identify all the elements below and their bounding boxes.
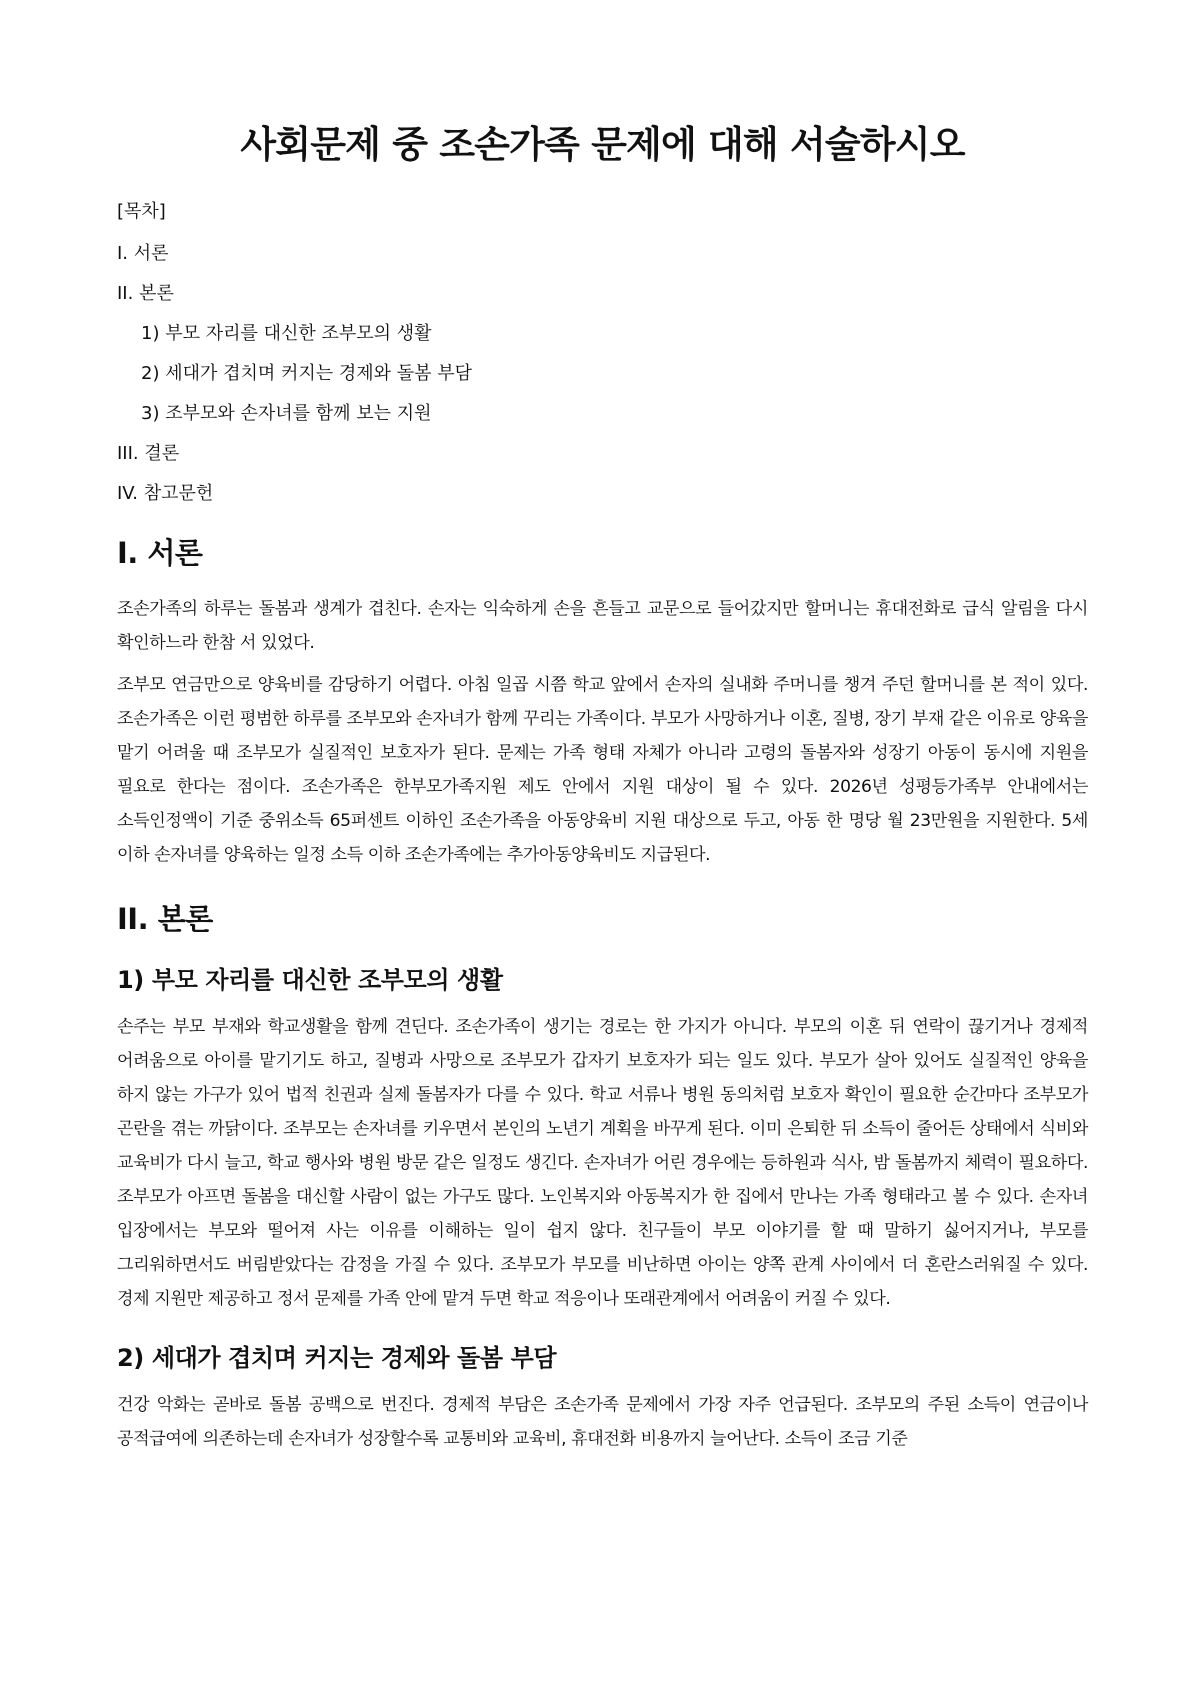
- subsection-title-1: 1) 부모 자리를 대신한 조부모의 생활: [117, 966, 503, 994]
- introduction-section: [117, 534, 1088, 872]
- toc-heading: [목차]: [117, 201, 166, 222]
- toc-item-body-sub2: 2) 세대가 겹치며 커지는 경제와 돌봄 부담: [141, 363, 473, 384]
- toc-item-conclusion: III. 결론: [117, 443, 180, 464]
- toc-item-references: IV. 참고문헌: [117, 483, 214, 504]
- sub2-paragraph-1: 건강 악화는 곧바로 돌봄 공백으로 번진다. 경제적 부담은 조손가족 문제에서 가장 자주 언급된다. 조부모의 주된 소득이 연금이나 공적급여에 의존하는데 손자녀가 성장할수록 교통비와 교육비, 휴대전화 비용까지 늘어난다. 소득이 조금 기준: [117, 1395, 1088, 1449]
- toc-item-introduction: I. 서론: [117, 243, 169, 264]
- subsection-title-2: 2) 세대가 겹치며 커지는 경제와 돌봄 부담: [117, 1344, 557, 1372]
- toc-item-body-sub1: 1) 부모 자리를 대신한 조부모의 생활: [141, 323, 432, 344]
- section-title-introduction: I. 서론: [117, 536, 203, 570]
- document-title: 사회문제 중 조손가족 문제에 대해 서술하시오: [240, 123, 965, 166]
- sub1-paragraph-1: 손주는 부모 부재와 학교생활을 함께 견딘다. 조손가족이 생기는 경로는 한 가지가 아니다. 부모의 이혼 뒤 연락이 끊기거나 경제적 어려움으로 아이를 맡기기도 하고, 질병과 사망으로 조부모가 갑자기 보호자가 되는 일도 있다. 부모가 살아 있어도 실질적인 양육을 하지 않는 가구가 있어 법적 친권과 실제 돌봄자가 다를 수 있다. 학교 서류나 병원 동의처럼 보호자 확인이 필요한 순간마다 조부모가 곤란을 겪는 까닭이다. 조부모는 손자녀를 키우면서 본인의 노년기 계획을 바꾸게 된다. 이미 은퇴한 뒤 소득이 줄어든 상태에서 식비와 교육비가 다시 늘고, 학교 행사와 병원 방문 같은 일정도 생긴다. 손자녀가 어린 경우에는 등하원과 식사, 밤 돌봄까지 체력이 필요하다. 조부모가 아프면 돌봄을 대신할 사람이 없는 가구도 많다. 노인복지와 아동복지가 한 집에서 만나는 가족 형태라고 볼 수 있다. 손자녀 입장에서는 부모와 떨어져 사는 이유를 이해하는 일이 쉽지 않다. 친구들이 부모 이야기를 할 때 말하기 싫어지거나, 부모를 그리워하면서도 버림받았다는 감정을 가질 수 있다. 조부모가 부모를 비난하면 아이는 양쪽 관계 사이에서 더 혼란스러워질 수 있다. 경제 지원만 제공하고 정서 문제를 가족 안에 맡겨 두면 학교 적응이나 또래관계에서 어려움이 커질 수 있다.: [117, 1017, 1088, 1309]
- intro-paragraph-1: 조손가족의 하루는 돌봄과 생계가 겹친다. 손자는 익숙하게 손을 흔들고 교문으로 들어갔지만 할머니는 휴대전화로 급식 알림을 다시 확인하느라 한참 서 있었다.: [117, 599, 1088, 653]
- toc-item-body: II. 본론: [117, 283, 174, 304]
- body-section: [117, 900, 1088, 1456]
- table-of-contents: [117, 200, 1088, 506]
- toc-item-body-sub3: 3) 조부모와 손자녀를 함께 보는 지원: [141, 403, 432, 424]
- intro-paragraph-2: 조부모 연금만으로 양육비를 감당하기 어렵다. 아침 일곱 시쯤 학교 앞에서 손자의 실내화 주머니를 챙겨 주던 할머니를 본 적이 있다. 조손가족은 이런 평범한 하루를 조부모와 손자녀가 함께 꾸리는 가족이다. 부모가 사망하거나 이혼, 질병, 장기 부재 같은 이유로 양육을 맡기 어려울 때 조부모가 실질적인 보호자가 된다. 문제는 가족 형태 자체가 아니라 고령의 돌봄자와 성장기 아동이 동시에 지원을 필요로 한다는 점이다. 조손가족은 한부모가족지원 제도 안에서 지원 대상이 될 수 있다. 2026년 성평등가족부 안내에서는 소득인정액이 기준 중위소득 65퍼센트 이하인 조손가족을 아동양육비 지원 대상으로 두고, 아동 한 명당 월 23만원을 지원한다. 5세 이하 손자녀를 양육하는 일정 소득 이하 조손가족에는 추가아동양육비도 지급된다.: [117, 675, 1088, 865]
- toc-list: [117, 242, 1088, 506]
- section-title-body: II. 본론: [117, 902, 213, 936]
